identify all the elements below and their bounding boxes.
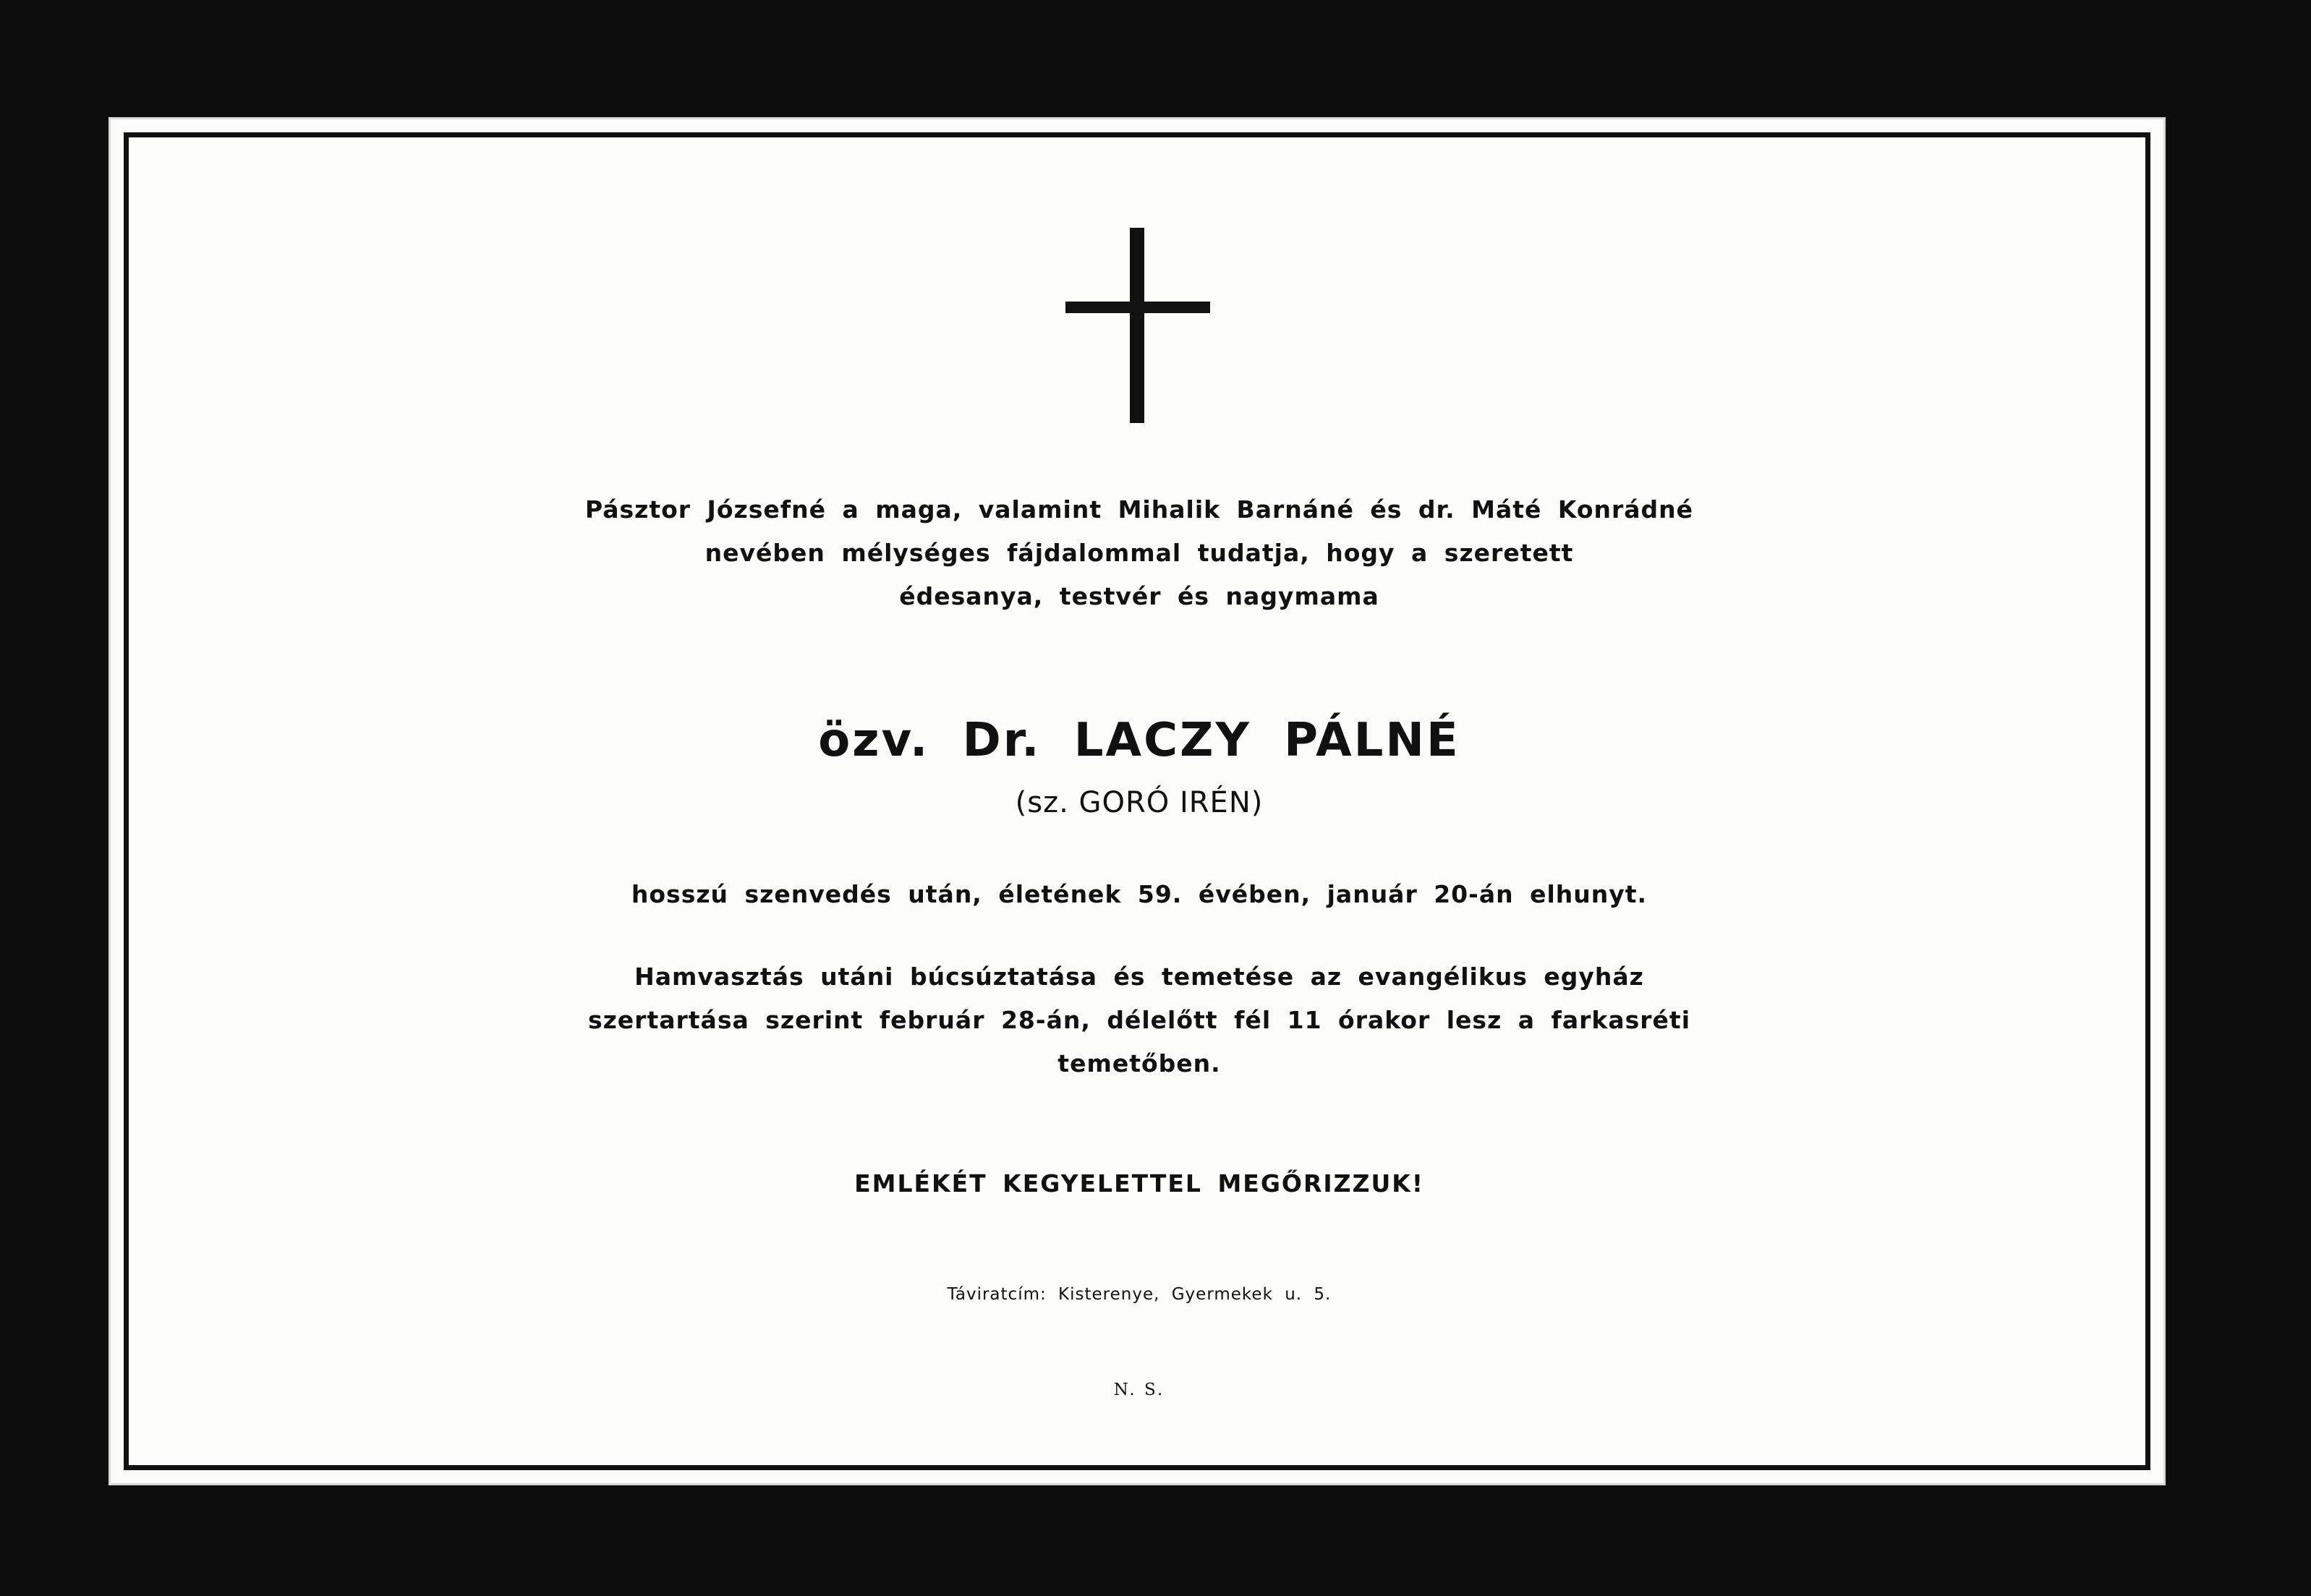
death-line: hosszú szenvedés után, életének 59. évében, január 20-án elhunyt.: [631, 880, 1648, 908]
cross-icon: [1130, 228, 1144, 423]
obituary-card: [108, 117, 2166, 1485]
intro-line-1: Pásztor Józsefné a maga, valamint Mihalik Barnáné és dr. Máté Konrádné: [584, 495, 1694, 524]
deceased-name: özv. Dr. LACZY PÁLNÉ: [818, 714, 1460, 767]
initials: N. S.: [1113, 1381, 1165, 1399]
intro-line-2: nevében mélységes fájdalommal tudatja, hogy a szeretett: [705, 539, 1574, 567]
intro-line-3: édesanya, testvér és nagymama: [899, 582, 1379, 610]
memorial-motto: EMLÉKÉT KEGYELETTEL MEGŐRIZZUK!: [854, 1169, 1424, 1198]
telegram-address: Táviratcím: Kisterenye, Gyermekek u. 5.: [947, 1285, 1332, 1304]
funeral-line-1: Hamvasztás utáni búcsúztatása és temetése az evangélikus egyház: [634, 963, 1644, 991]
maiden-name: (sz. GORÓ IRÉN): [1015, 786, 1264, 819]
funeral-line-2: szertartása szerint február 28-án, délelőtt fél 11 órakor lesz a farkasréti: [587, 1006, 1691, 1034]
cross-icon-bar: [1065, 302, 1210, 313]
funeral-line-3: temetőben.: [1057, 1049, 1221, 1077]
